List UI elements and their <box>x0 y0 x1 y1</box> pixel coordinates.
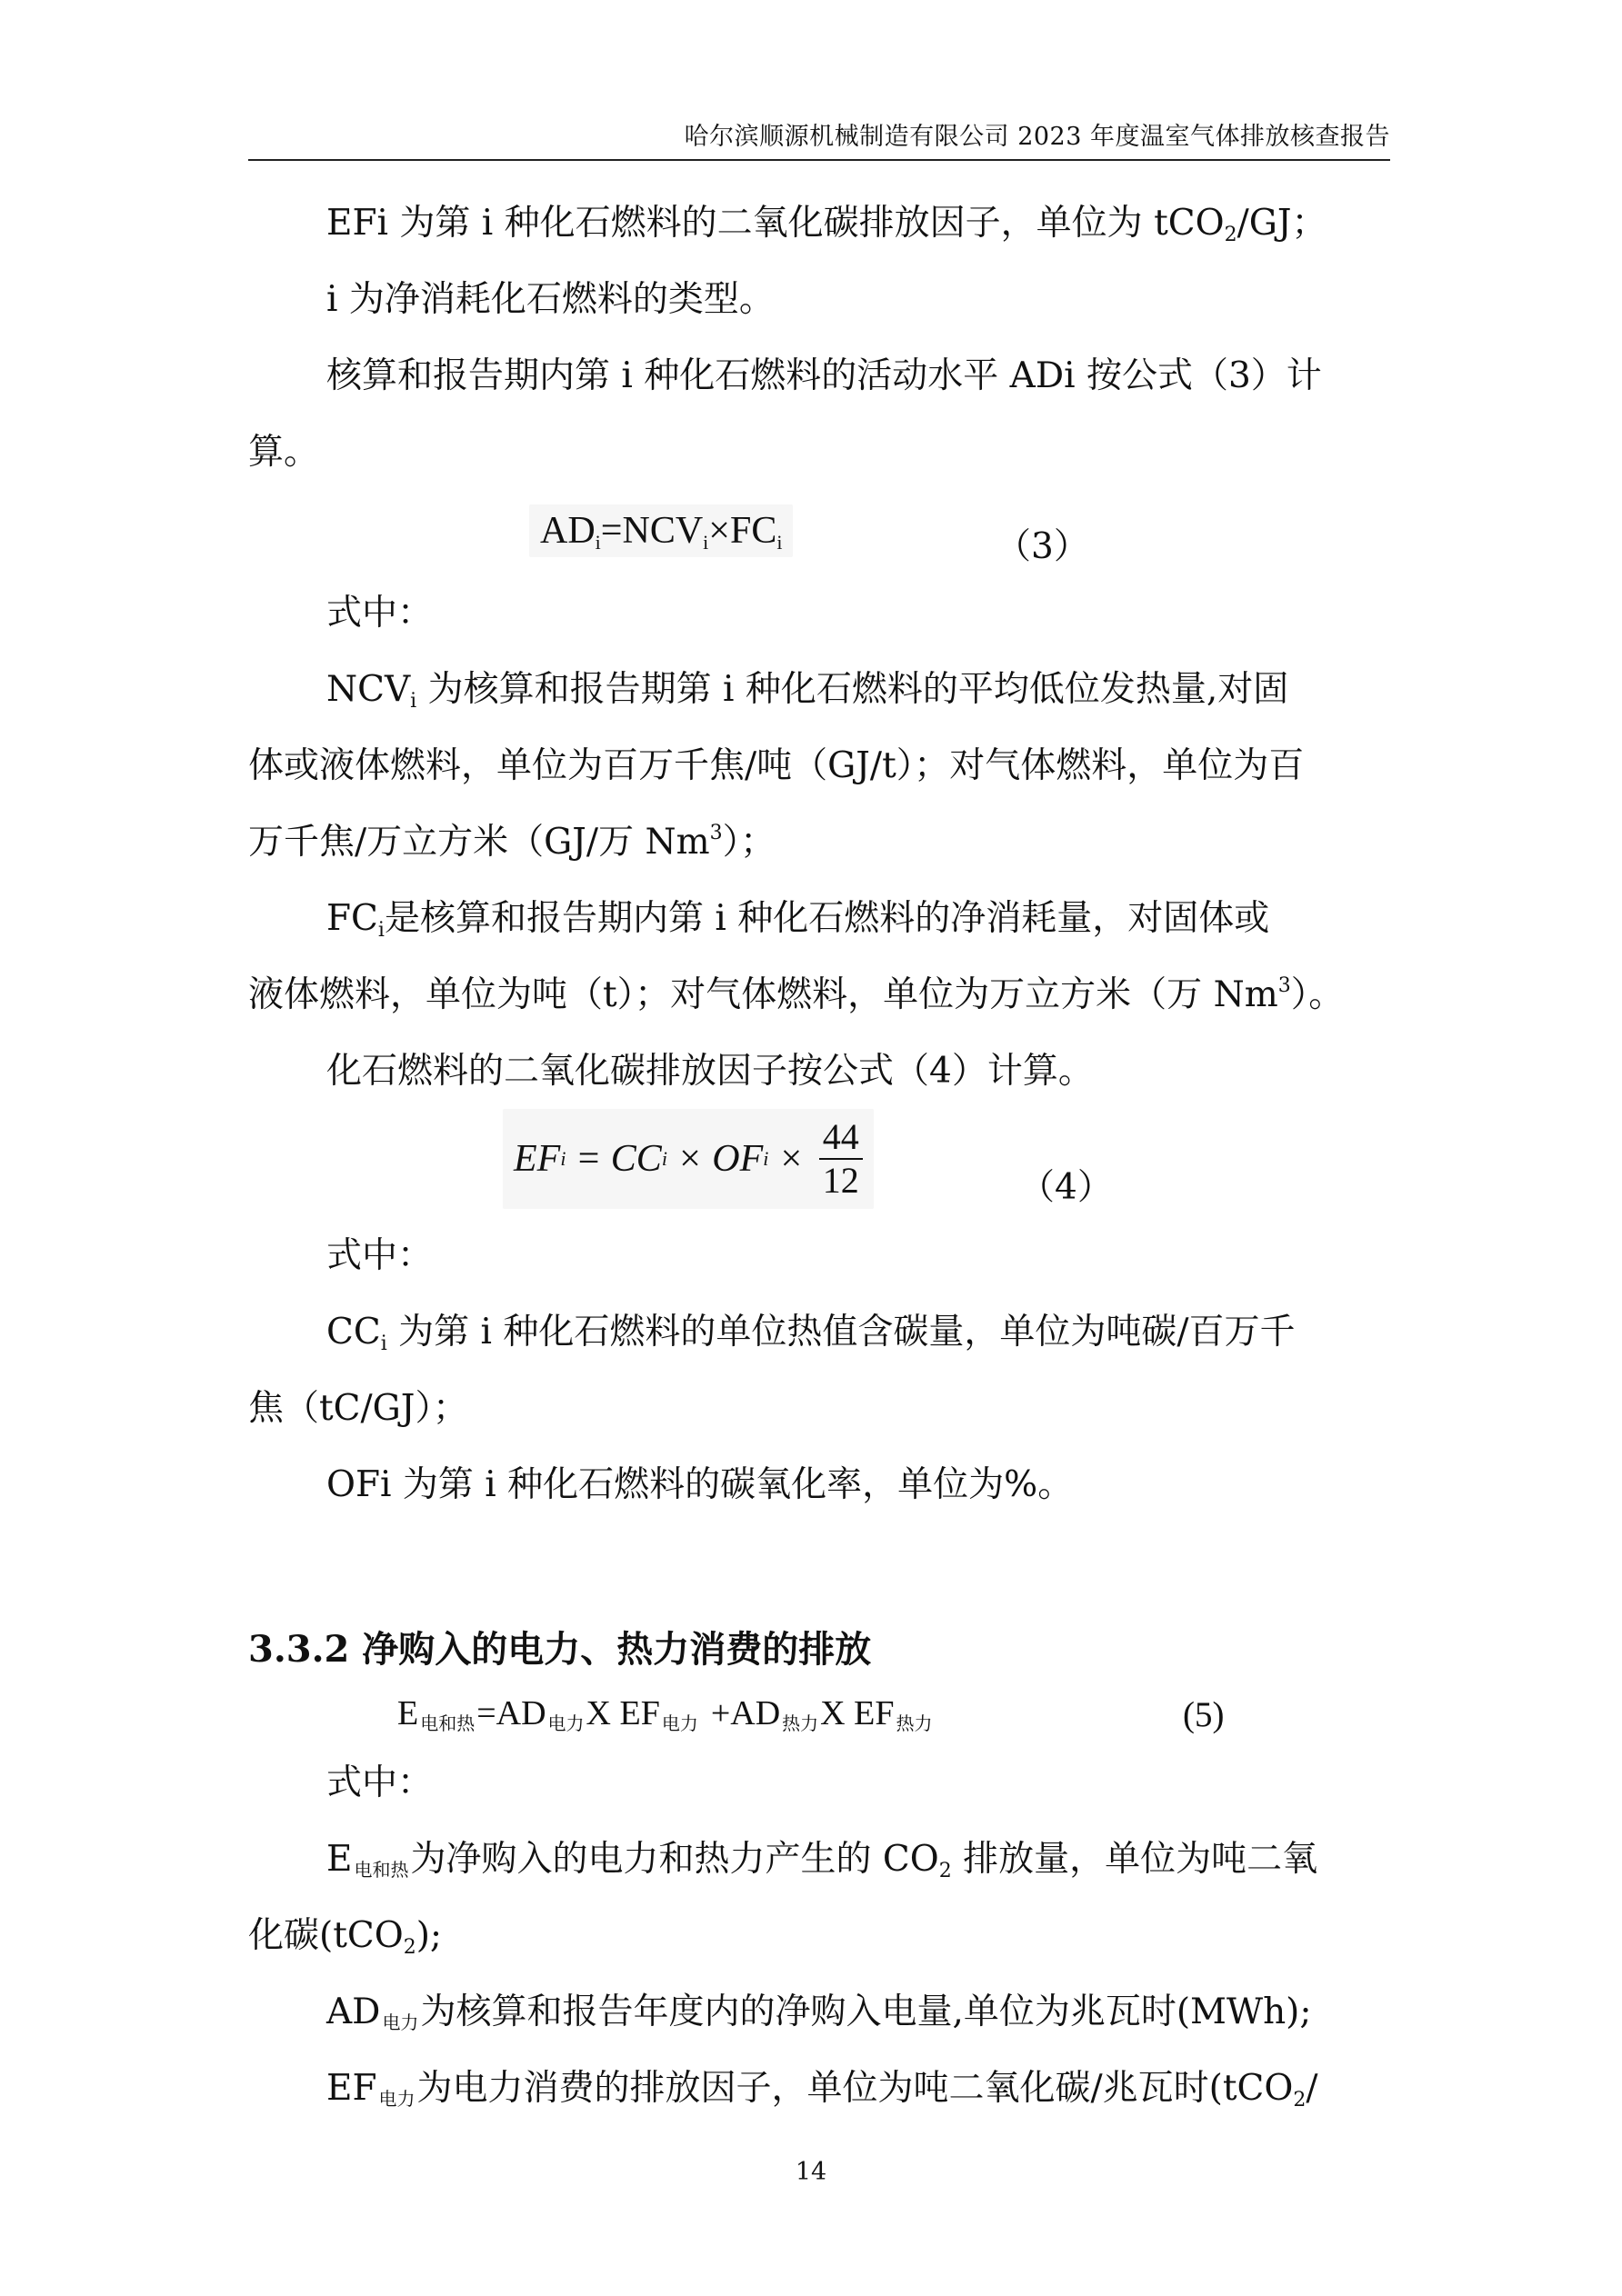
fc-definition-text: 是核算和报告期内第 i 种化石燃料的净消耗量，对固体或 <box>384 898 1270 939</box>
fraction-44-12 <box>819 1116 863 1202</box>
e-symbol: E <box>326 1839 353 1880</box>
cc-symbol: CC <box>326 1312 381 1353</box>
e-definition-text: 为净购入的电力和热力产生的 CO <box>410 1839 939 1880</box>
paragraph-cc-line1 <box>248 1294 1390 1371</box>
equation-number-3: （3） <box>996 526 1089 567</box>
equation-number-5: (5) <box>1183 1695 1225 1734</box>
formula-term: = CC <box>566 1138 662 1180</box>
formula-term: × OF <box>666 1138 764 1180</box>
formula-3 <box>529 504 793 557</box>
paragraph-ef-formula-intro: 化石燃料的二氧化碳排放因子按公式（4）计算。 <box>326 1051 1094 1092</box>
subscript: 电和热 <box>354 1859 409 1881</box>
formula-term: =NCV <box>600 510 704 552</box>
subscript: i <box>377 919 385 942</box>
paragraph-where: 式中： <box>326 1762 434 1803</box>
subscript: i <box>595 531 601 554</box>
subscript: 电力 <box>378 2088 416 2110</box>
fraction-numerator: 44 <box>819 1116 863 1160</box>
ncv-symbol: NCV <box>326 669 411 710</box>
subscript: 2 <box>938 1860 952 1882</box>
paragraph-where: 式中： <box>326 593 434 634</box>
paragraph-ncv-line2: 体或液体燃料，单位为百万千焦/吨（GJ/t）；对气体燃料，单位为百 <box>248 745 1305 786</box>
formula-term: X EF <box>820 1694 895 1732</box>
formula-term: ×FC <box>708 510 777 552</box>
subscript: i <box>380 1333 387 1355</box>
formula-5 <box>397 1694 934 1734</box>
ad-definition-text: 为核算和报告年度内的净购入电量,单位为兆瓦时(MWh); <box>420 1992 1312 2032</box>
ad-symbol: AD <box>326 1992 381 2032</box>
fraction-denominator: 12 <box>822 1160 859 1201</box>
subscript: i <box>703 531 709 554</box>
paragraph-adi-intro-line1: 核算和报告期内第 i 种化石燃料的活动水平 ADi 按公式（3）计 <box>326 355 1322 396</box>
formula-term: E <box>397 1694 419 1732</box>
paragraph-ef-electricity-definition <box>248 2051 1390 2127</box>
paragraph-ef-definition <box>248 185 1390 262</box>
e-line2-text: 化碳(tCO <box>248 1915 404 1956</box>
ef-symbol: EF <box>326 2068 377 2109</box>
ncv-line3-text: 万千焦/万立方米（GJ/万 Nm <box>248 822 710 863</box>
formula-term: +AD <box>710 1694 781 1732</box>
paragraph-fc-line1 <box>248 881 1390 957</box>
subscript: 电和热 <box>420 1714 476 1734</box>
subscript: 2 <box>403 1936 416 1959</box>
equation-number-4: （4） <box>1019 1167 1113 1208</box>
fc-line2-text: 液体燃料，单位为吨（t）；对气体燃料，单位为万立方米（万 Nm <box>248 974 1278 1015</box>
section-heading: 3.3.2 净购入的电力、热力消费的排放 <box>248 1628 872 1671</box>
paragraph-ncv-line1 <box>248 652 1390 728</box>
paragraph-where: 式中： <box>326 1235 434 1276</box>
subscript: 热力 <box>782 1714 819 1734</box>
subscript: 2 <box>1293 2089 1307 2111</box>
formula-term: AD <box>540 510 596 552</box>
subscript: 电力 <box>382 2011 419 2033</box>
subscript: 2 <box>1224 224 1237 246</box>
subscript: 热力 <box>896 1714 933 1734</box>
e-line2-tail: ); <box>416 1915 443 1956</box>
header-rule <box>248 159 1390 161</box>
subscript: 电力 <box>661 1714 698 1734</box>
running-header: 哈尔滨顺源机械制造有限公司 2023 年度温室气体排放核查报告 <box>684 123 1390 151</box>
subscript: i <box>776 531 783 554</box>
superscript: 3 <box>1277 974 1291 997</box>
formula-term: =AD <box>476 1694 546 1732</box>
subscript: i <box>410 690 417 713</box>
fc-symbol: FC <box>326 898 378 939</box>
formula-4: EF i = CC i × OF i × $\frac{44}{12}$ <box>503 1109 874 1209</box>
formula-term: X EF <box>586 1694 660 1732</box>
paragraph-of-definition: OFi 为第 i 种化石燃料的碳氧化率，单位为%。 <box>326 1464 1074 1505</box>
paragraph-e-line2 <box>248 1898 1390 1974</box>
ncv-definition-text: 为核算和报告期第 i 种化石燃料的平均低位发热量,对固 <box>416 669 1289 710</box>
ef-definition-text: EFi 为第 i 种化石燃料的二氧化碳排放因子，单位为 tCO <box>326 203 1225 244</box>
paragraph-e-line1 <box>248 1822 1390 1898</box>
page-number: 14 <box>795 2158 827 2186</box>
formula-term: EF <box>514 1138 561 1180</box>
paragraph-adi-intro-line2: 算。 <box>248 432 320 473</box>
paragraph-ncv-line3 <box>248 804 1390 881</box>
fc-line2-tail: ）。 <box>1290 974 1345 1015</box>
paragraph-fc-line2 <box>248 957 1390 1033</box>
e-definition-tail: 排放量，单位为吨二氧 <box>951 1839 1318 1880</box>
cc-definition-text: 为第 i 种化石燃料的单位热值含碳量，单位为吨碳/百万千 <box>386 1312 1296 1353</box>
ef-definition-tail: /GJ； <box>1237 203 1327 244</box>
ncv-line3-tail: ）； <box>722 822 776 863</box>
ef-electricity-tail: / <box>1306 2068 1318 2109</box>
paragraph-cc-line2: 焦（tC/GJ）； <box>248 1388 468 1429</box>
formula-term: × <box>768 1138 814 1180</box>
superscript: 3 <box>709 822 723 844</box>
paragraph-ad-definition <box>248 1974 1390 2051</box>
paragraph-i-definition: i 为净消耗化石燃料的类型。 <box>326 279 775 320</box>
ef-electricity-text: 为电力消费的排放因子，单位为吨二氧化碳/兆瓦时(tCO <box>416 2068 1294 2109</box>
subscript: 电力 <box>547 1714 585 1734</box>
